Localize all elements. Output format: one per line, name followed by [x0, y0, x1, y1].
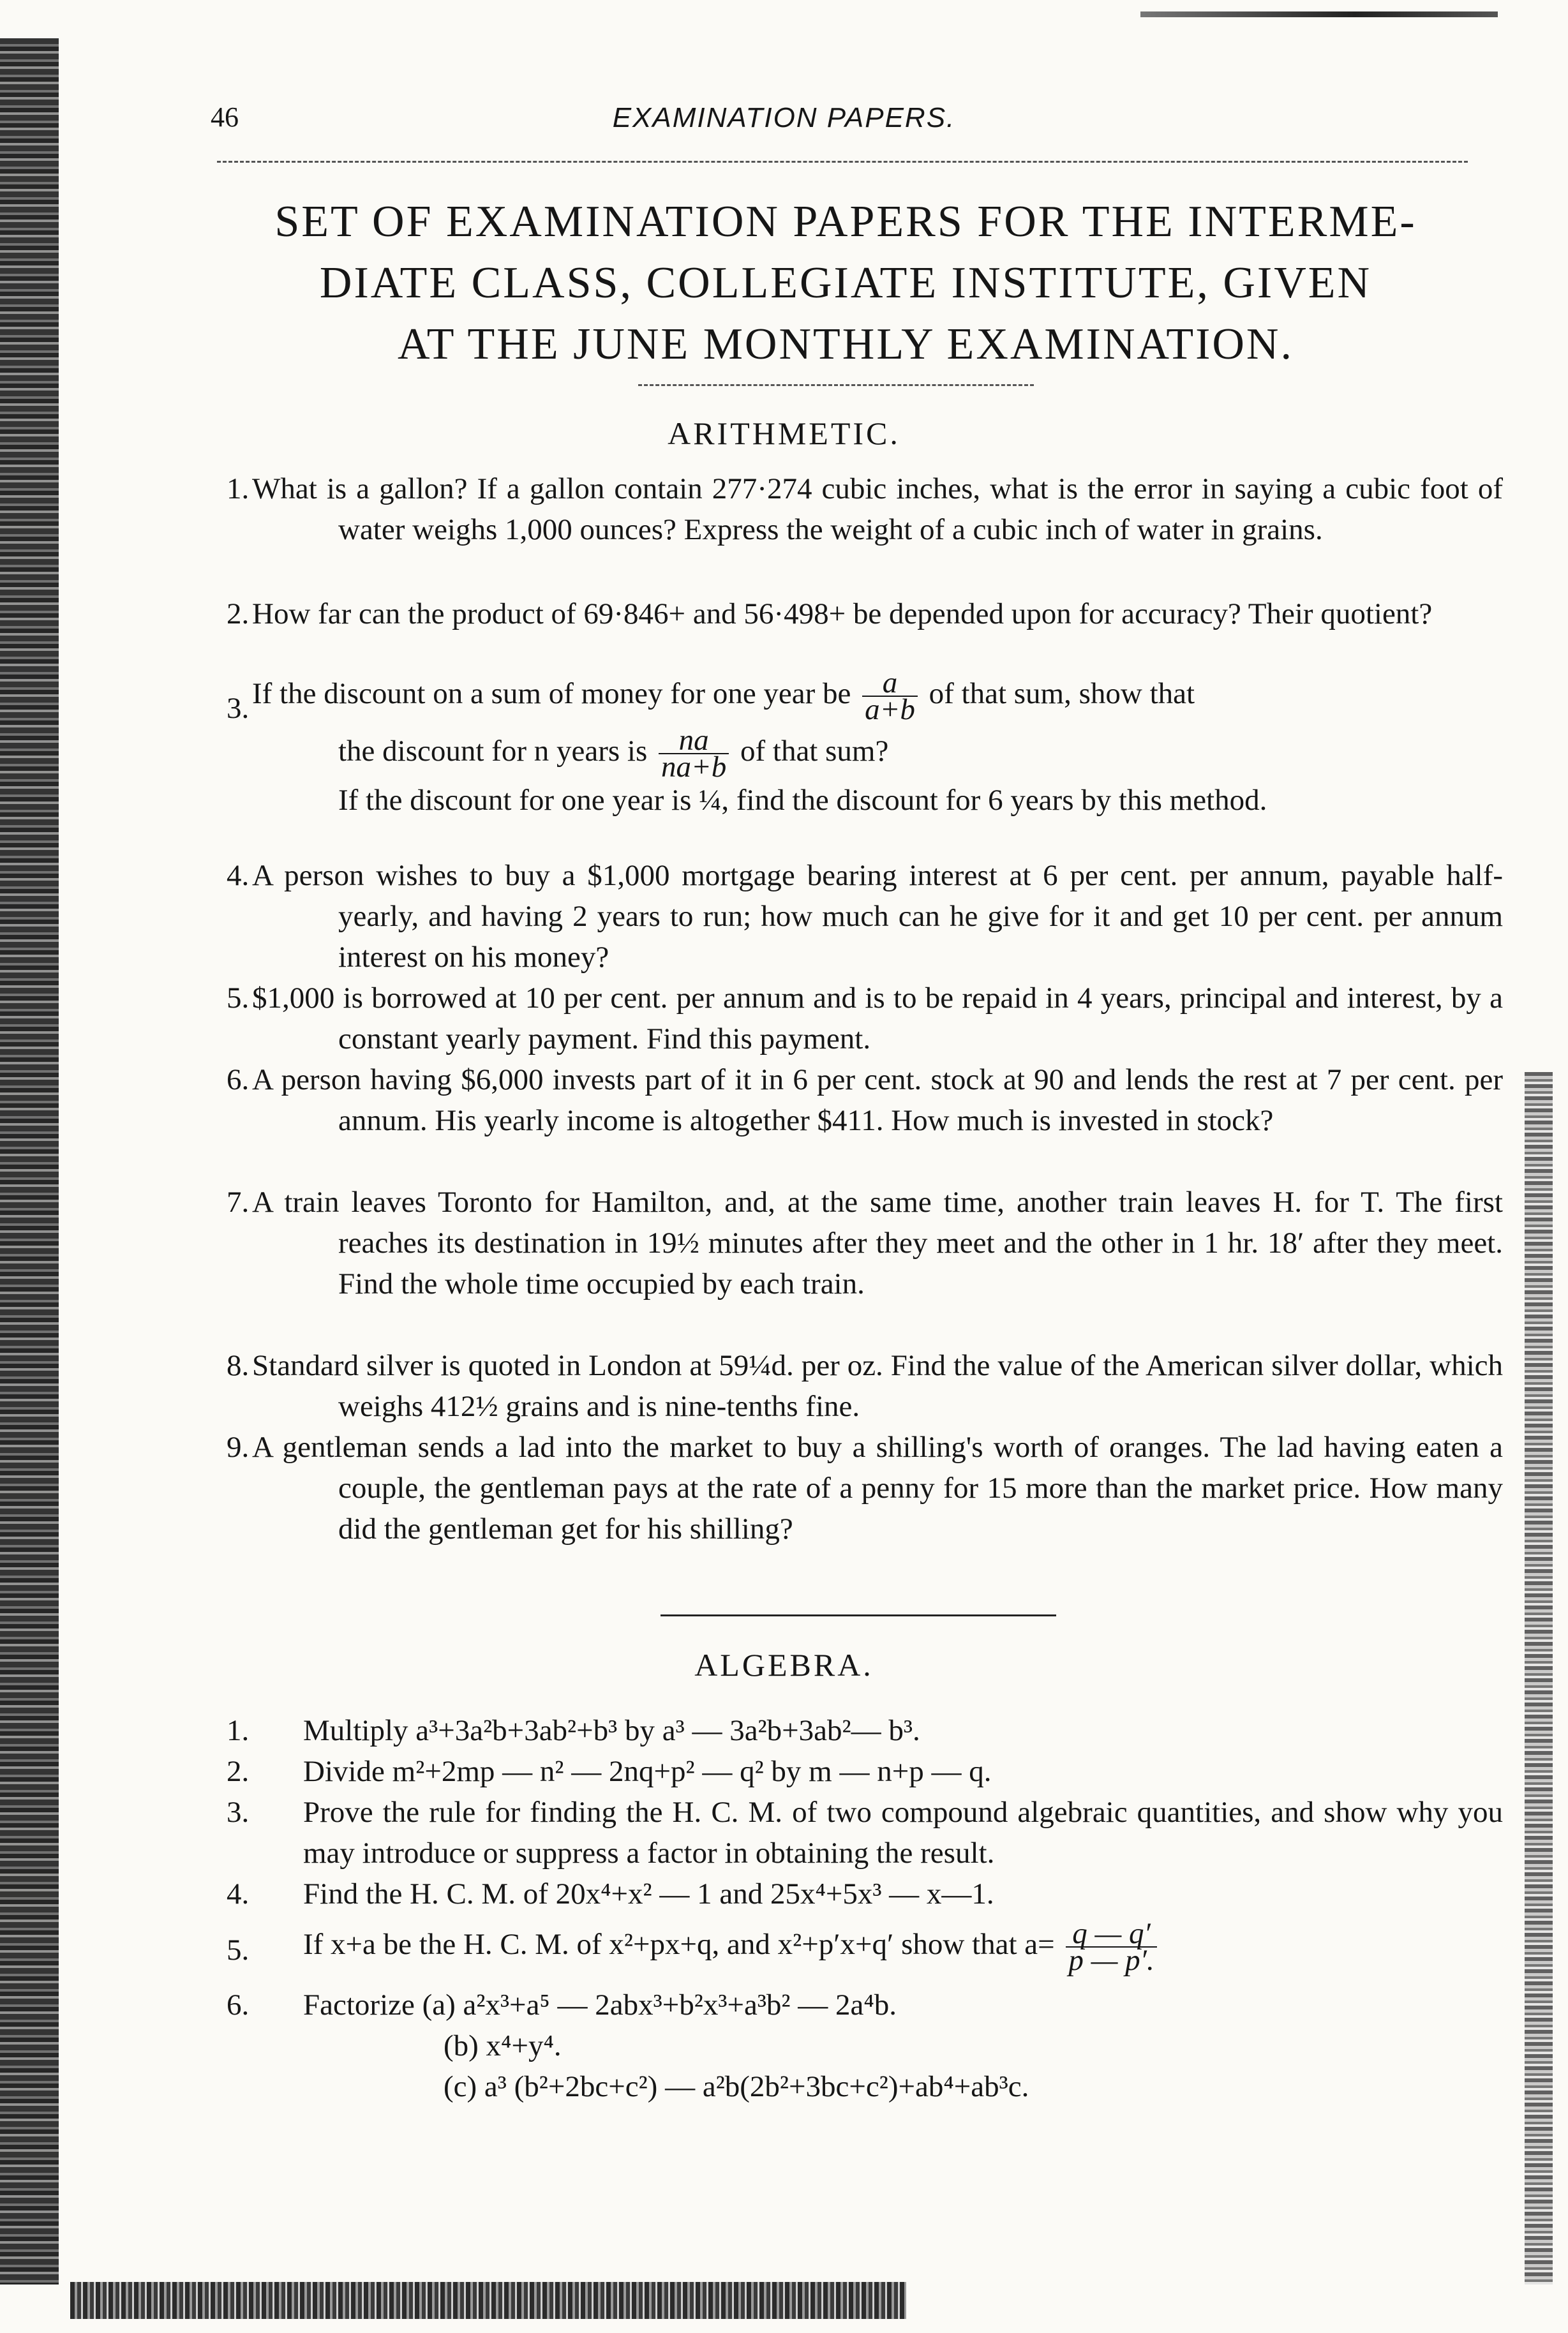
algebra-question-2 [227, 1751, 1503, 1792]
question-text: Find the H. C. M. of 20x⁴+x² — 1 and 25x⁴+5x³ — x—1. [303, 1877, 994, 1911]
arithmetic-question-5 [227, 978, 1503, 1059]
arithmetic-question-8 [227, 1345, 1503, 1427]
question-text: How far can the product of 69·846+ and 56·498+ be depended upon for accuracy? Their quotient? [252, 597, 1433, 630]
question-number: 4. [227, 1877, 250, 1911]
algebra-question-6 [227, 1985, 1503, 2025]
question-number: 9. [227, 1431, 250, 1464]
header-rule [217, 161, 1468, 163]
algebra-question-5 [227, 1917, 1503, 1977]
question-text: $1,000 is borrowed at 10 per cent. per annum and is to be repaid in 4 years, principal and interest, by a constant yearly payment. Find this payment. [252, 981, 1503, 1055]
arithmetic-question-1 [227, 468, 1503, 550]
question-text: A train leaves Toronto for Hamilton, and, at the same time, another train leaves H. for T. The first reaches its destination in 19½ minutes after they meet and the other in 1 hr. 18′ after they meet. Find the whole time occupied by each train. [252, 1186, 1503, 1301]
question-text: Factorize (a) a²x³+a⁵ — 2abx³+b²x³+a³b² — 2a⁴b. [303, 1988, 897, 2022]
question-text: Multiply a³+3a²b+3ab²+b³ by a³ — 3a²b+3ab²— b³. [303, 1714, 920, 1747]
question-text-part: If the discount on a sum of money for one year be [252, 676, 851, 710]
scan-bottom-edge [70, 2282, 906, 2319]
algebra-heading: ALGEBRA. [694, 1647, 874, 1683]
question-number: 3. [227, 692, 250, 725]
fraction-denominator: na+b [661, 750, 727, 784]
question-text-line-2 [252, 724, 1503, 784]
fraction-numerator: a [862, 670, 918, 697]
fraction-denominator: a+b [865, 693, 915, 726]
question-text: Standard silver is quoted in London at 59¼d. per oz. Find the value of the American silver dollar, which weighs 412½ grains and is nine-tenths fine. [252, 1349, 1503, 1423]
arithmetic-question-7 [227, 1182, 1503, 1304]
fraction-a-over-a-plus-b [862, 666, 918, 726]
question-text: Prove the rule for finding the H. C. M. of two compound algebraic quantities, and show why you may introduce or suppress a factor in obtaining the result. [303, 1796, 1503, 1870]
page-title [211, 191, 1481, 375]
question-text-part: of that sum, show that [929, 676, 1195, 710]
section-divider [661, 1614, 1056, 1616]
scan-left-border [0, 38, 59, 2285]
question-text: A person having $6,000 invests part of it in 6 per cent. stock at 90 and lends the rest at 7 per cent. per annum. His yearly income is altogether $411. How much is invested in stock? [252, 1063, 1503, 1137]
question-text: A person wishes to buy a $1,000 mortgage bearing interest at 6 per cent. per annum, payable half-yearly, and having 2 years to run; how much can he give for it and get 10 per cent. per annum interest on his money? [252, 859, 1503, 974]
question-number: 3. [227, 1796, 250, 1829]
algebra-question-3 [227, 1792, 1503, 1874]
question-text: A gentleman sends a lad into the market to buy a shilling's worth of oranges. The lad having eaten a couple, the gentleman pays at the rate of a penny for 15 more than the market price. How many did the gentleman get for his shilling? [252, 1431, 1503, 1546]
arithmetic-question-6 [227, 1059, 1503, 1141]
arithmetic-question-4 [227, 855, 1503, 978]
title-line-2: DIATE CLASS, COLLEGIATE INSTITUTE, GIVEN [319, 258, 1372, 308]
algebra-question-4 [227, 1874, 1503, 1914]
fraction-numerator: q — q′ [1066, 1921, 1156, 1948]
title-line-3: AT THE JUNE MONTHLY EXAMINATION. [398, 320, 1294, 369]
arithmetic-heading: ARITHMETIC. [668, 415, 900, 451]
question-number: 1. [227, 1714, 250, 1747]
question-number: 4. [227, 859, 250, 892]
question-number: 6. [227, 1063, 250, 1096]
question-text-part: of that sum? [740, 734, 889, 768]
fraction-na-over-na-plus-b [659, 724, 729, 784]
algebra-question-1 [227, 1710, 1503, 1751]
question-text-part: If x+a be the H. C. M. of x²+px+q, and x²+p′x+q′ show that a= [303, 1927, 1055, 1961]
question-text: Divide m²+2mp — n² — 2nq+p² — q² by m — n+p — q. [303, 1755, 992, 1788]
page-number: 46 [211, 101, 239, 133]
question-number: 8. [227, 1349, 250, 1382]
question-text-line-3: If the discount for one year is ¼, find the discount for 6 years by this method. [338, 784, 1267, 817]
algebra-question-6b: (b) x⁴+y⁴. [444, 2029, 562, 2062]
arithmetic-question-9 [227, 1427, 1503, 1549]
title-divider [638, 384, 1034, 386]
title-line-1: SET OF EXAMINATION PAPERS FOR THE INTERME- [274, 197, 1417, 246]
fraction-numerator: na [659, 727, 729, 754]
question-number: 5. [227, 981, 250, 1015]
question-number: 2. [227, 1755, 250, 1788]
question-text [252, 1917, 1503, 1977]
question-number: 5. [227, 1934, 250, 1967]
question-number: 1. [227, 472, 250, 505]
question-text-part: the discount for n years is [338, 734, 648, 768]
scan-top-rule [1140, 11, 1498, 17]
algebra-question-6c: (c) a³ (b²+2bc+c²) — a²b(2b²+3bc+c²)+ab⁴+ab³c. [444, 2070, 1029, 2103]
question-text: What is a gallon? If a gallon contain 277·274 cubic inches, what is the error in saying a cubic foot of water weighs 1,000 ounces? Express the weight of a cubic inch of water in grains. [252, 472, 1503, 546]
fraction-q-over-p [1066, 1917, 1156, 1977]
question-number: 6. [227, 1988, 250, 2022]
question-number: 2. [227, 597, 250, 630]
running-head: EXAMINATION PAPERS. [612, 102, 956, 133]
question-text [252, 666, 1503, 726]
question-number: 7. [227, 1186, 250, 1219]
arithmetic-question-2 [227, 593, 1503, 634]
arithmetic-question-3 [227, 666, 1503, 821]
fraction-denominator: p — p′. [1068, 1944, 1154, 1977]
